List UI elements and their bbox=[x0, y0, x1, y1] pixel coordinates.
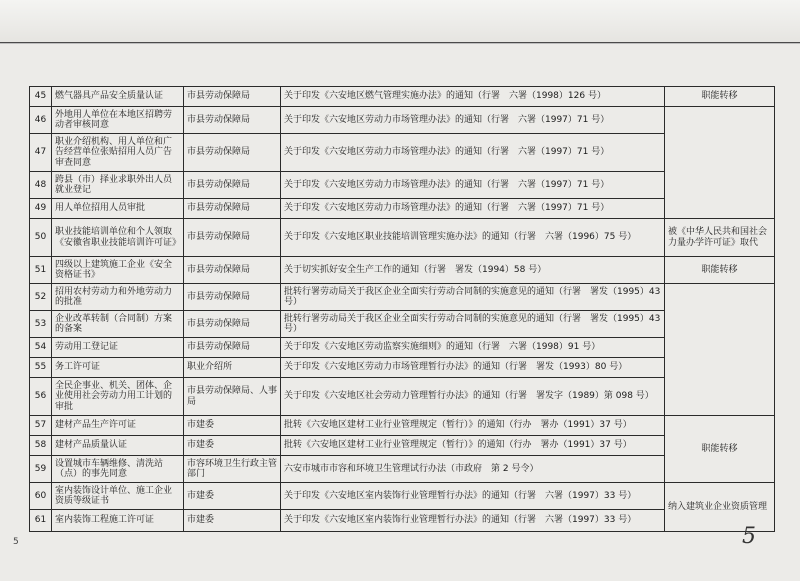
table-row bbox=[30, 107, 775, 134]
note-empty bbox=[665, 107, 775, 219]
row-number: 52 bbox=[30, 284, 52, 311]
department: 市县劳动保障局 bbox=[184, 311, 281, 338]
note: 被《中华人民共和国社会力量办学许可证》取代 bbox=[665, 219, 775, 257]
row-number: 51 bbox=[30, 257, 52, 284]
row-number: 49 bbox=[30, 199, 52, 219]
department: 市建委 bbox=[184, 483, 281, 510]
legal-basis: 批转《六安地区建材工业行业管理规定（暂行）》的通知（行办 署办（1991）37 号） bbox=[281, 416, 665, 436]
item-name: 四级以上建筑施工企业《安全资格证书》 bbox=[52, 257, 184, 284]
table-row bbox=[30, 257, 775, 284]
row-number: 53 bbox=[30, 311, 52, 338]
legal-basis: 关于印发《六安地区劳动力市场管理办法》的通知（行署 六署（1997）71 号） bbox=[281, 199, 665, 219]
legal-basis: 批转行署劳动局关于我区企业全面实行劳动合同制的实施意见的通知（行署 署发（1995）43 号） bbox=[281, 284, 665, 311]
legal-basis: 批转行署劳动局关于我区企业全面实行劳动合同制的实施意见的通知（行署 署发（1995）43 号） bbox=[281, 311, 665, 338]
legal-basis: 关于印发《六安地区社会劳动力管理暂行办法》的通知（行署 署发字（1989）第 098 号） bbox=[281, 378, 665, 416]
table-row bbox=[30, 311, 775, 338]
item-name: 室内装饰工程施工许可证 bbox=[52, 510, 184, 532]
table-row bbox=[30, 510, 775, 532]
row-number: 61 bbox=[30, 510, 52, 532]
legal-basis: 关于印发《六安地区职业技能培训管理实施办法》的通知（行署 六署（1996）75 号） bbox=[281, 219, 665, 257]
note: 职能转移 bbox=[665, 87, 775, 107]
table-row bbox=[30, 416, 775, 436]
department: 市建委 bbox=[184, 416, 281, 436]
item-name: 招用农村劳动力和外地劳动力的批准 bbox=[52, 284, 184, 311]
note: 纳入建筑业企业资质管理 bbox=[665, 483, 775, 532]
department: 市县劳动保障局、人事局 bbox=[184, 378, 281, 416]
row-number: 59 bbox=[30, 456, 52, 483]
item-name: 建材产品生产许可证 bbox=[52, 416, 184, 436]
note: 职能转移 bbox=[665, 416, 775, 483]
legal-basis: 关于印发《六安地区劳动力市场管理办法》的通知（行署 六署（1997）71 号） bbox=[281, 134, 665, 172]
department: 职业介绍所 bbox=[184, 358, 281, 378]
department: 市县劳动保障局 bbox=[184, 257, 281, 284]
table-row bbox=[30, 172, 775, 199]
handwritten-page-number: 5 bbox=[742, 524, 756, 549]
row-number: 56 bbox=[30, 378, 52, 416]
legal-basis: 关于印发《六安地区室内装饰行业管理暂行办法》的通知（行署 六署（1997）33 号） bbox=[281, 510, 665, 532]
department: 市建委 bbox=[184, 510, 281, 532]
department: 市县劳动保障局 bbox=[184, 172, 281, 199]
legal-basis: 关于印发《六安地区燃气管理实施办法》的通知（行署 六署（1998）126 号） bbox=[281, 87, 665, 107]
department: 市县劳动保障局 bbox=[184, 107, 281, 134]
legal-basis: 批转《六安地区建材工业行业管理规定（暂行）》的通知（行办 署办（1991）37 号） bbox=[281, 436, 665, 456]
item-name: 职业介绍机构、用人单位和广告经营单位张贴招用人员广告审查同意 bbox=[52, 134, 184, 172]
department: 市县劳动保障局 bbox=[184, 338, 281, 358]
row-number: 60 bbox=[30, 483, 52, 510]
item-name: 设置城市车辆维修、清洗站（点）的事先同意 bbox=[52, 456, 184, 483]
table-row bbox=[30, 87, 775, 107]
table-row bbox=[30, 436, 775, 456]
department: 市县劳动保障局 bbox=[184, 219, 281, 257]
table-row bbox=[30, 338, 775, 358]
legal-basis: 六安市城市市容和环境卫生管理试行办法（市政府 第 2 号令） bbox=[281, 456, 665, 483]
table-row bbox=[30, 199, 775, 219]
legal-basis: 关于印发《六安地区劳动力市场管理办法》的通知（行署 六署（1997）71 号） bbox=[281, 172, 665, 199]
legal-basis: 关于印发《六安地区劳动力市场管理办法》的通知（行署 六署（1997）71 号） bbox=[281, 107, 665, 134]
table-row bbox=[30, 219, 775, 257]
department: 市县劳动保障局 bbox=[184, 134, 281, 172]
row-number: 55 bbox=[30, 358, 52, 378]
item-name: 建材产品质量认证 bbox=[52, 436, 184, 456]
table-row bbox=[30, 378, 775, 416]
row-number: 47 bbox=[30, 134, 52, 172]
row-number: 58 bbox=[30, 436, 52, 456]
item-name: 外地用人单位在本地区招聘劳动者审核同意 bbox=[52, 107, 184, 134]
department: 市县劳动保障局 bbox=[184, 87, 281, 107]
note-empty bbox=[665, 284, 775, 416]
item-name: 用人单位招用人员审批 bbox=[52, 199, 184, 219]
row-number: 57 bbox=[30, 416, 52, 436]
item-name: 务工许可证 bbox=[52, 358, 184, 378]
table-row bbox=[30, 134, 775, 172]
row-number: 50 bbox=[30, 219, 52, 257]
legal-basis: 关于印发《六安地区室内装饰行业管理暂行办法》的通知（行署 六署（1997）33 号） bbox=[281, 483, 665, 510]
department: 市县劳动保障局 bbox=[184, 199, 281, 219]
department: 市县劳动保障局 bbox=[184, 284, 281, 311]
department: 市建委 bbox=[184, 436, 281, 456]
department: 市容环境卫生行政主管部门 bbox=[184, 456, 281, 483]
row-number: 48 bbox=[30, 172, 52, 199]
item-name: 全民企事业、机关、团体、企业使用社会劳动力用工计划的审批 bbox=[52, 378, 184, 416]
item-name: 燃气器具产品安全质量认证 bbox=[52, 87, 184, 107]
row-number: 54 bbox=[30, 338, 52, 358]
item-name: 劳动用工登记证 bbox=[52, 338, 184, 358]
table-row bbox=[30, 284, 775, 311]
table-row bbox=[30, 358, 775, 378]
row-number: 45 bbox=[30, 87, 52, 107]
scan-top-edge bbox=[0, 0, 800, 43]
item-name: 职业技能培训单位和个人领取《安徽省职业技能培训许可证》 bbox=[52, 219, 184, 257]
table-row bbox=[30, 456, 775, 483]
legal-basis: 关于印发《六安地区劳动力市场管理暂行办法》的通知（行署 署发（1993）80 号） bbox=[281, 358, 665, 378]
table-row bbox=[30, 483, 775, 510]
permit-table bbox=[29, 86, 775, 532]
note: 职能转移 bbox=[665, 257, 775, 284]
item-name: 企业改革转制（合同制）方案的备案 bbox=[52, 311, 184, 338]
item-name: 室内装饰设计单位、施工企业资质等级证书 bbox=[52, 483, 184, 510]
margin-mark: 5 bbox=[13, 537, 19, 547]
legal-basis: 关于印发《六安地区劳动监察实施细则》的通知（行署 六署（1998）91 号） bbox=[281, 338, 665, 358]
item-name: 跨县（市）择业求职外出人员就业登记 bbox=[52, 172, 184, 199]
row-number: 46 bbox=[30, 107, 52, 134]
legal-basis: 关于切实抓好安全生产工作的通知（行署 署发（1994）58 号） bbox=[281, 257, 665, 284]
